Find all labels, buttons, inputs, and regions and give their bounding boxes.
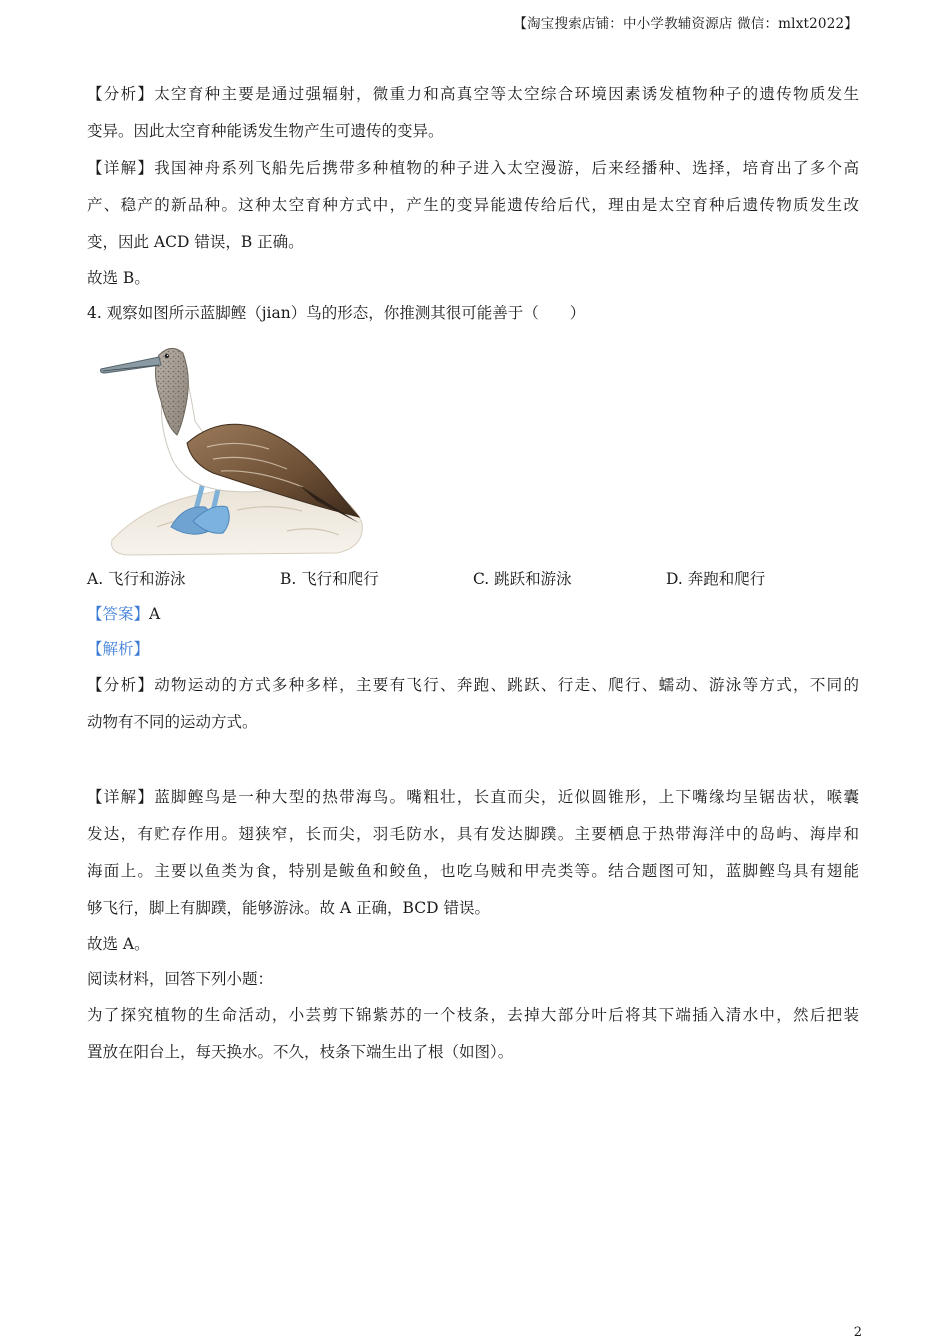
analysis-q4-line-2: 动物有不同的运动方式。 (87, 713, 258, 731)
question-4: 4. 观察如图所示蓝脚鲣（jian）鸟的形态，你推测其很可能善于（ ） (87, 304, 586, 322)
answer-value: A (149, 605, 161, 623)
blue-footed-booby-illustration (87, 335, 367, 557)
document-body (87, 76, 859, 1071)
answer-tag: 【答案】 (87, 605, 150, 623)
option-c: C. 跳跃和游泳 (473, 570, 572, 588)
analysis-q3-line-2: 变异。因此太空育种能诱发生物产生可遗传的变异。 (87, 122, 444, 140)
detail-tag: 【详解】 (87, 159, 155, 177)
detail-text: 蓝脚鲣鸟是一种大型的热带海鸟。嘴粗壮，长直而尖，近似圆锥形，上下嘴缘均呈锯齿状，喉囊 (154, 788, 859, 806)
material-line-1: 为了探究植物的生命活动，小芸剪下锦紫苏的一个枝条，去掉大部分叶后将其下端插入清水中，然后把装 (87, 1006, 859, 1024)
answer-line (87, 597, 859, 632)
detail-q4-line-1 (87, 779, 859, 816)
reading-material-prompt: 阅读材料，回答下列小题： (87, 970, 274, 988)
blue-footed-booby-figure (87, 335, 859, 557)
option-a: A. 飞行和游泳 (87, 570, 186, 588)
explanation-tag: 【解析】 (87, 640, 150, 658)
choose-q3: 故选 B。 (87, 269, 150, 287)
detail-q4-line-3: 海面上。主要以鱼类为食，特别是鲅鱼和鲛鱼，也吃乌贼和甲壳类等。结合题图可知，蓝脚鲣鸟具有翅能 (87, 862, 859, 880)
detail-q4-line-2: 发达，有贮存作用。翅狭窄，长而尖，羽毛防水，具有发达脚蹼。主要栖息于热带海洋中的岛屿、海岸和 (87, 825, 859, 843)
answer-options (87, 561, 859, 597)
detail-text: 我国神舟系列飞船先后携带多种植物的种子进入太空漫游，后来经播种、选择，培育出了多个高 (154, 159, 859, 177)
analysis-q4-line-1 (87, 667, 859, 704)
detail-tag: 【详解】 (87, 788, 155, 806)
analysis-tag: 【分析】 (87, 85, 155, 103)
option-b: B. 飞行和爬行 (280, 570, 379, 588)
option-d: D. 奔跑和爬行 (666, 570, 766, 588)
detail-q4-line-4: 够飞行，脚上有脚蹼，能够游泳。故 A 正确，BCD 错误。 (87, 899, 490, 917)
detail-q3-line-1 (87, 150, 859, 187)
detail-q3-line-3: 变，因此 ACD 错误，B 正确。 (87, 233, 304, 251)
page-number: 2 (853, 1325, 862, 1340)
analysis-text: 动物运动的方式多种多样，主要有飞行、奔跑、跳跃、行走、爬行、蠕动、游泳等方式，不同的 (154, 676, 859, 694)
choose-q4: 故选 A。 (87, 935, 150, 953)
material-line-2: 置放在阳台上，每天换水。不久，枝条下端生出了根（如图）。 (87, 1043, 514, 1061)
blank-line (87, 741, 859, 779)
analysis-q3-line-1 (87, 76, 859, 113)
analysis-text: 太空育种主要是通过强辐射，微重力和高真空等太空综合环境因素诱发植物种子的遗传物质发生 (154, 85, 859, 103)
page-header: 【淘宝搜索店铺：中小学教辅资源店 微信：mlxt2022】 (513, 16, 858, 32)
detail-q3-line-2: 产、稳产的新品种。这种太空育种方式中，产生的变异能遗传给后代，理由是太空育种后遗传物质发生改 (87, 196, 859, 214)
analysis-tag: 【分析】 (87, 676, 155, 694)
